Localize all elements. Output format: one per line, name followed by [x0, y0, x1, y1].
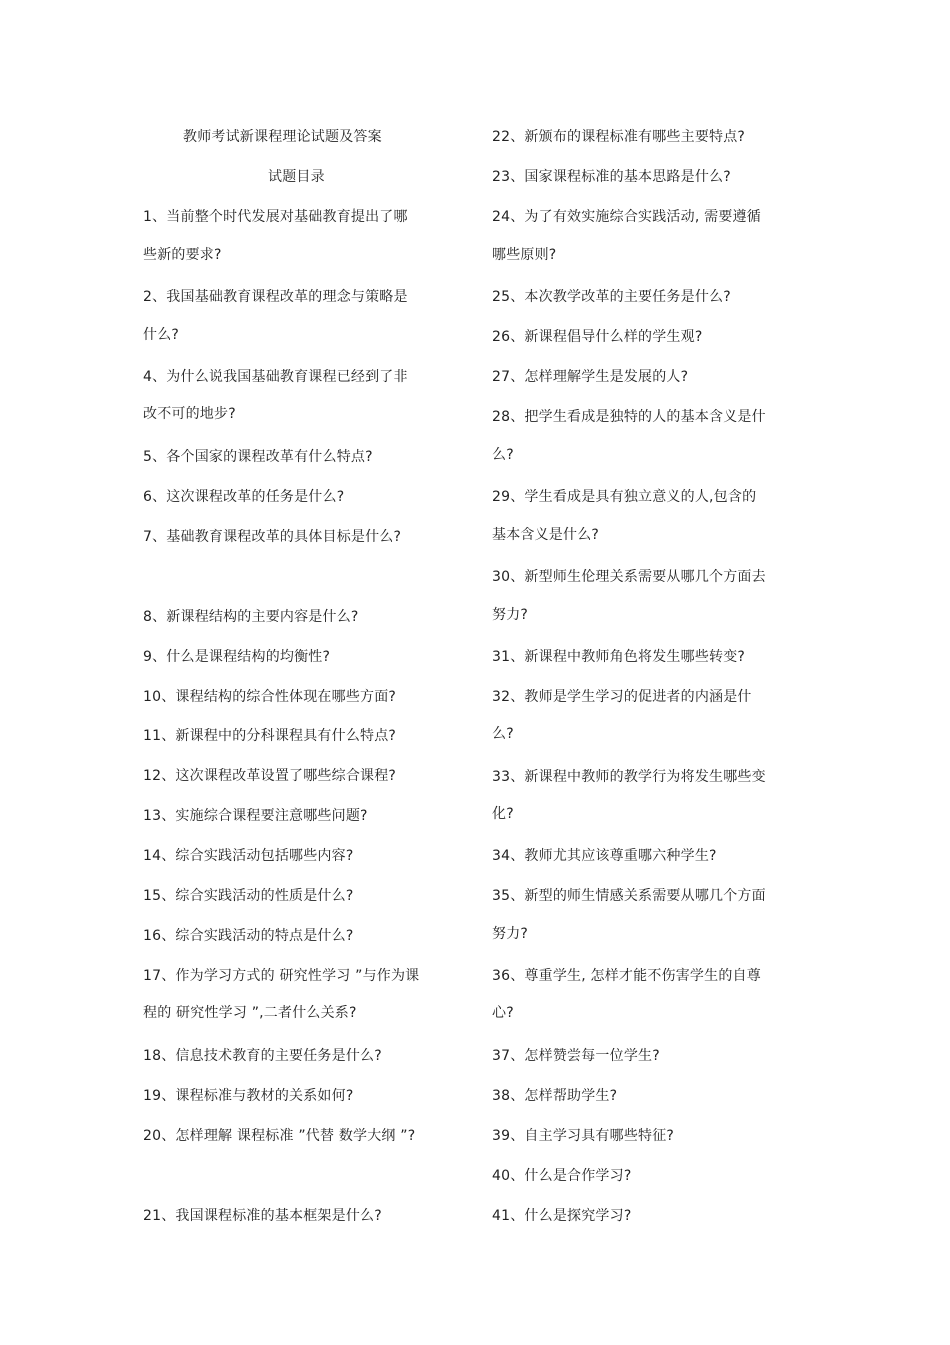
question-line: 39、自主学习具有哪些特征? [492, 1128, 675, 1144]
question-line: 26、新课程倡导什么样的学生观? [492, 329, 703, 345]
question-line: 努力? [492, 926, 529, 942]
question-line: 37、怎样赞尝每一位学生? [492, 1048, 660, 1064]
question-line: 改不可的地步? [143, 406, 236, 422]
question-line: 么? [492, 447, 514, 463]
question-line: 7、基础教育课程改革的具体目标是什么? [143, 529, 402, 545]
question-line: 化? [492, 806, 514, 822]
question-line: 25、本次教学改革的主要任务是什么? [492, 289, 731, 305]
question-line: 程的 研究性学习 ”,二者什么关系? [143, 1005, 357, 1021]
question-line: 17、作为学习方式的 研究性学习 ”与作为课 [143, 968, 420, 984]
question-line: 16、综合实践活动的特点是什么? [143, 928, 354, 944]
question-line: 34、教师尤其应该尊重哪六种学生? [492, 848, 717, 864]
question-line: 31、新课程中教师角色将发生哪些转变? [492, 649, 746, 665]
question-line: 14、综合实践活动包括哪些内容? [143, 848, 354, 864]
question-line: 41、什么是探究学习? [492, 1208, 632, 1224]
question-line: 8、新课程结构的主要内容是什么? [143, 609, 359, 625]
question-line: 29、学生看成是具有独立意义的人,包含的 [492, 489, 757, 505]
question-line: 6、这次课程改革的任务是什么? [143, 489, 345, 505]
question-line: 30、新型师生伦理关系需要从哪几个方面去 [492, 569, 766, 585]
question-line: 11、新课程中的分科课程具有什么特点? [143, 728, 397, 744]
question-line: 10、课程结构的综合性体现在哪些方面? [143, 689, 397, 705]
question-line: 22、新颁布的课程标准有哪些主要特点? [492, 129, 746, 145]
question-line: 9、什么是课程结构的均衡性? [143, 649, 331, 665]
question-line: 32、教师是学生学习的促进者的内涵是什 [492, 689, 752, 705]
question-line: 什么? [143, 327, 180, 343]
question-line: 35、新型的师生情感关系需要从哪几个方面 [492, 888, 766, 904]
question-line: 38、怎样帮助学生? [492, 1088, 618, 1104]
question-line: 27、怎样理解学生是发展的人? [492, 369, 689, 385]
question-line: 么? [492, 726, 514, 742]
question-line: 5、各个国家的课程改革有什么特点? [143, 449, 373, 465]
question-line: 心? [492, 1005, 514, 1021]
document-title: 教师考试新课程理论试题及答案 [183, 129, 382, 145]
question-line: 15、综合实践活动的性质是什么? [143, 888, 354, 904]
question-line: 1、当前整个时代发展对基础教育提出了哪 [143, 209, 408, 225]
question-line: 28、把学生看成是独特的人的基本含义是什 [492, 409, 766, 425]
question-line: 18、信息技术教育的主要任务是什么? [143, 1048, 382, 1064]
question-line: 些新的要求? [143, 247, 222, 263]
question-line: 4、为什么说我国基础教育课程已经到了非 [143, 369, 408, 385]
question-line: 20、怎样理解 课程标准 ”代替 数学大纲 ”? [143, 1128, 416, 1144]
question-line: 13、实施综合课程要注意哪些问题? [143, 808, 368, 824]
question-line: 40、什么是合作学习? [492, 1168, 632, 1184]
question-line: 努力? [492, 607, 529, 623]
question-line: 23、国家课程标准的基本思路是什么? [492, 169, 731, 185]
document-subtitle: 试题目录 [268, 169, 325, 185]
question-line: 33、新课程中教师的教学行为将发生哪些变 [492, 769, 766, 785]
question-line: 36、尊重学生, 怎样才能不伤害学生的自尊 [492, 968, 761, 984]
question-line: 24、为了有效实施综合实践活动, 需要遵循 [492, 209, 761, 225]
question-line: 基本含义是什么? [492, 527, 600, 543]
question-line: 哪些原则? [492, 247, 557, 263]
question-line: 21、我国课程标准的基本框架是什么? [143, 1208, 382, 1224]
question-line: 12、这次课程改革设置了哪些综合课程? [143, 768, 397, 784]
question-line: 19、课程标准与教材的关系如何? [143, 1088, 354, 1104]
question-line: 2、我国基础教育课程改革的理念与策略是 [143, 289, 408, 305]
